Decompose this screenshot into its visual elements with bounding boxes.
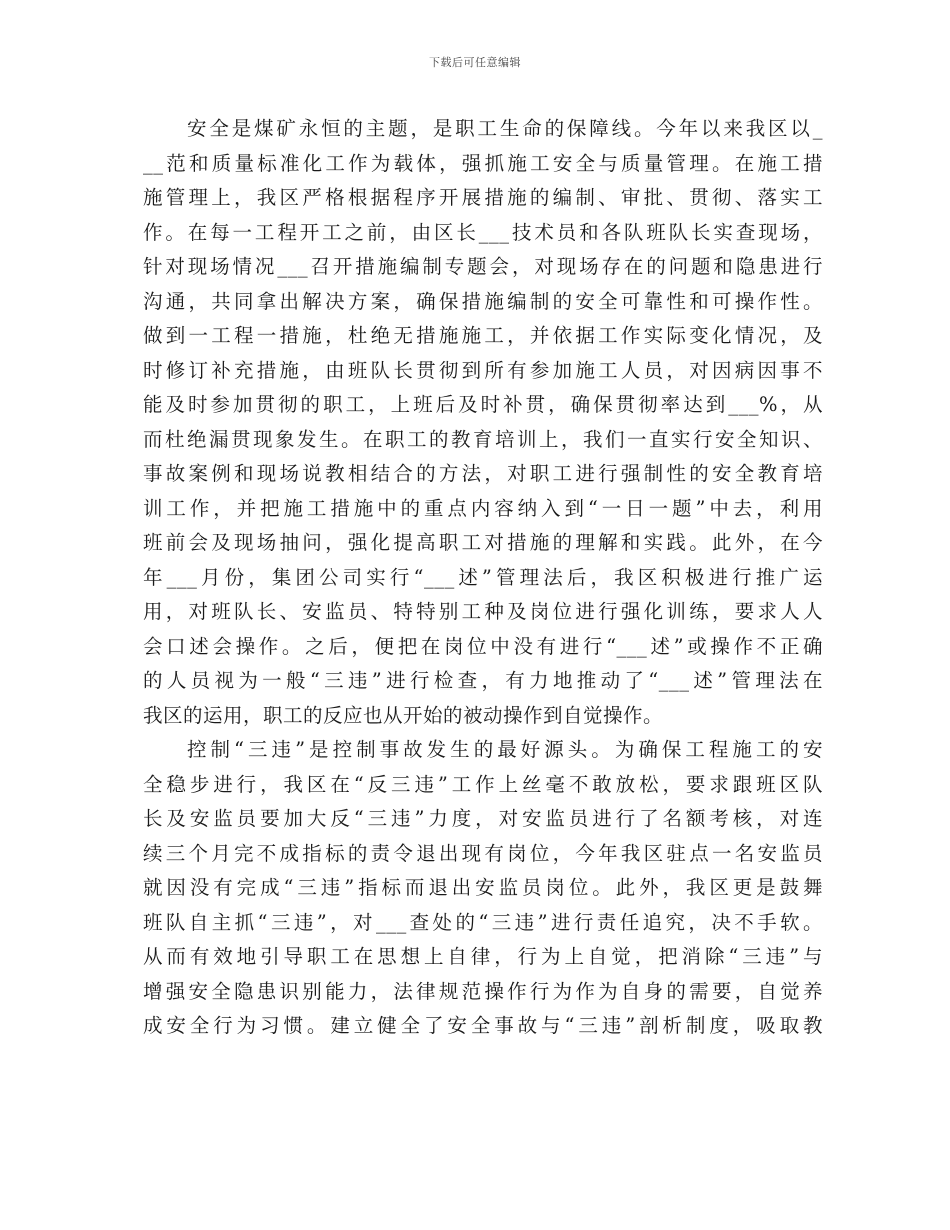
text-line: 时修订补充措施，由班队长贯彻到所有参加施工人员，对因病因事不 bbox=[143, 358, 823, 382]
text-line: 年___月份，集团公司实行“___述”管理法后，我区积极进行推广运 bbox=[143, 565, 823, 589]
text-line: 班前会及现场抽问，强化提高职工对措施的理解和实践。此外，在今 bbox=[143, 531, 823, 554]
header-note: 下载后可任意编辑 bbox=[429, 56, 521, 69]
text-line: 做到一工程一措施，杜绝无措施施工，并依据工作实际变化情况，及 bbox=[143, 324, 823, 347]
text-line: 全稳步进行，我区在“反三违”工作上丝毫不敢放松，要求跟班区队 bbox=[143, 772, 823, 796]
text-line: 用，对班队长、安监员、特特别工种及岗位进行强化训练，要求人人 bbox=[143, 600, 823, 623]
text-line: 增强安全隐患识别能力，法律规范操作行为作为自身的需要，自觉养 bbox=[143, 979, 823, 1003]
text-line: 就因没有完成“三违”指标而退出安监员岗位。此外，我区更是鼓舞 bbox=[143, 876, 823, 899]
text-line: __范和质量标准化工作为载体，强抓施工安全与质量管理。在施工措 bbox=[143, 151, 823, 175]
text-line: 能及时参加贯彻的职工，上班后及时补贯，确保贯彻率达到___%，从 bbox=[143, 393, 823, 416]
text-line: 从而有效地引导职工在思想上自律，行为上自觉，把消除“三违”与 bbox=[143, 945, 823, 968]
text-line: 而杜绝漏贯现象发生。在职工的教育培训上，我们一直实行安全知识、 bbox=[143, 427, 823, 451]
text-line: 作。在每一工程开工之前，由区长___技术员和各队班队长实查现场， bbox=[143, 220, 823, 244]
text-line: 我区的运用，职工的反应也从开始的被动操作到自觉操作。 bbox=[143, 703, 664, 727]
text-line: 的人员视为一般“三违”进行检查，有力地推动了“___述”管理法在 bbox=[143, 669, 823, 692]
document-body bbox=[143, 112, 823, 1044]
text-line: 沟通，共同拿出解决方案，确保措施编制的安全可靠性和可操作性。 bbox=[143, 289, 823, 313]
text-line: 控制“三违”是控制事故发生的最好源头。为确保工程施工的安 bbox=[187, 738, 823, 761]
text-line: 班队自主抓“三违”，对___查处的“三违”进行责任追究，决不手软。 bbox=[143, 910, 823, 934]
text-line: 续三个月完不成指标的责令退出现有岗位，今年我区驻点一名安监员 bbox=[143, 841, 823, 865]
text-line: 事故案例和现场说教相结合的方法，对职工进行强制性的安全教育培 bbox=[143, 462, 823, 485]
text-line: 会口述会操作。之后，便把在岗位中没有进行“___述”或操作不正确 bbox=[143, 634, 823, 658]
text-line: 安全是煤矿永恒的主题，是职工生命的保障线。今年以来我区以_ bbox=[187, 117, 823, 140]
text-line: 训工作，并把施工措施中的重点内容纳入到“一日一题”中去，利用 bbox=[143, 496, 823, 520]
text-line: 长及安监员要加大反“三违”力度，对安监员进行了名额考核，对连 bbox=[143, 807, 823, 830]
text-line: 施管理上，我区严格根据程序开展措施的编制、审批、贯彻、落实工 bbox=[143, 186, 823, 209]
text-line: 针对现场情况___召开措施编制专题会，对现场存在的问题和隐患进行 bbox=[143, 255, 823, 278]
text-line: 成安全行为习惯。建立健全了安全事故与“三违”剖析制度，吸取教 bbox=[143, 1014, 823, 1037]
